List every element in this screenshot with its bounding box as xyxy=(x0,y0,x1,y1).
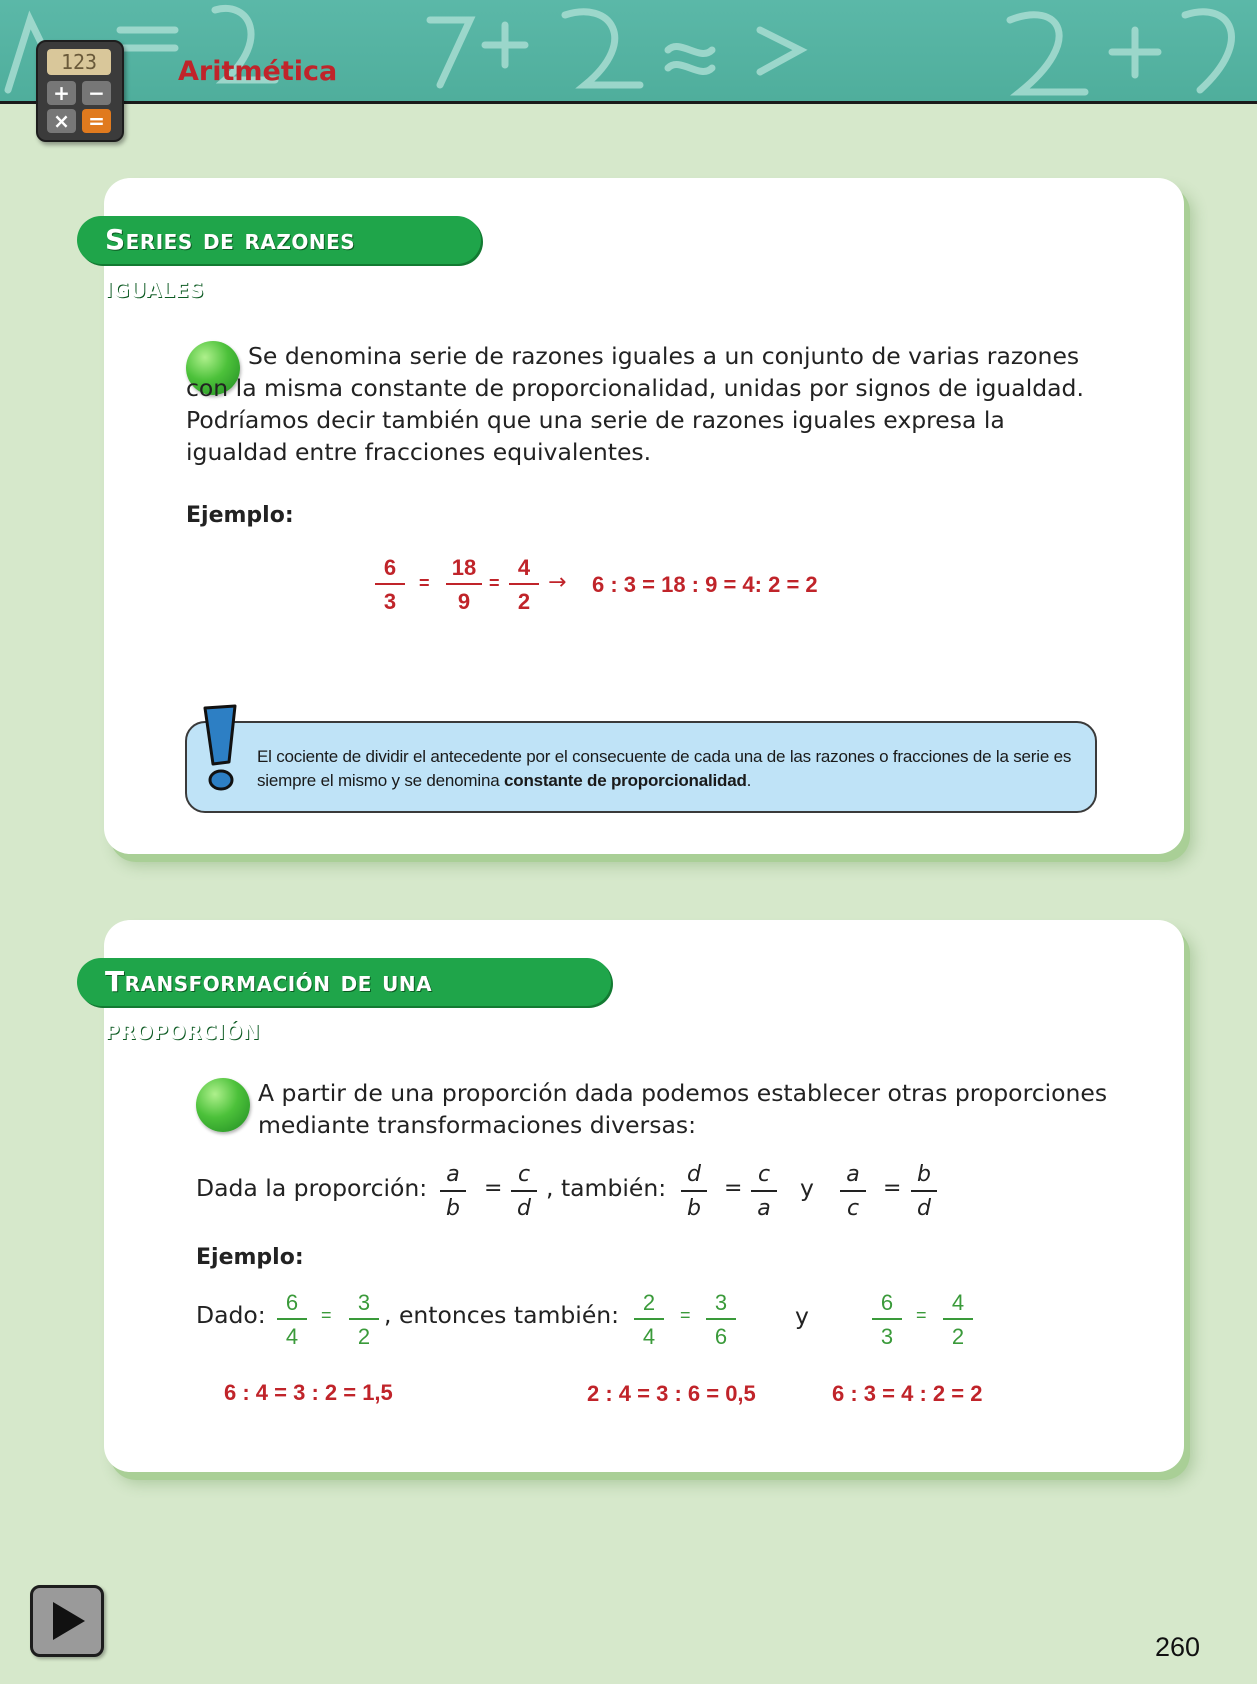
fraction-2-4: $\frac{2}{4}$ xyxy=(634,1290,664,1350)
fraction-d-b: $\frac{d}{b}$ xyxy=(681,1162,707,1222)
equals-key: = xyxy=(82,109,111,133)
fraction-a-c: $\frac{a}{c}$ xyxy=(840,1162,866,1222)
note-bold-term: constante de proporcionalidad xyxy=(504,771,747,790)
series-definition: Se denomina serie de razones iguales a un conjunto de varias razones con la misma constante de proporcionalidad, unidas por signos de igualdad. Podríamos decir también que una serie de razones iguales expresa la igualdad entre fracciones equivalentes. xyxy=(186,342,1084,466)
equals-sign: = xyxy=(724,1176,743,1201)
example-label: Ejemplo: xyxy=(186,503,294,528)
calculator-icon xyxy=(36,40,124,142)
calculator-screen: 123 xyxy=(47,49,111,75)
result-2: 2 : 4 = 3 : 6 = 0,5 xyxy=(587,1381,756,1406)
equals-sign: = xyxy=(489,573,500,593)
example-result: 6 : 3 = 18 : 9 = 4: 2 = 2 xyxy=(592,572,818,597)
fraction-18-9: $\frac{18}{9}$ xyxy=(446,555,482,615)
info-note xyxy=(185,721,1097,813)
equals-sign: = xyxy=(883,1176,902,1201)
fraction-c-d: $\frac{c}{d}$ xyxy=(511,1162,537,1222)
green-bullet-icon xyxy=(196,1078,250,1132)
fraction-c-a: $\frac{c}{a}$ xyxy=(751,1162,777,1222)
fraction-4-2-green: $\frac{4}{2}$ xyxy=(943,1290,973,1350)
fraction-6-4: $\frac{6}{4}$ xyxy=(277,1290,307,1350)
play-icon xyxy=(33,1588,101,1654)
section-title-series: Series de razones iguales xyxy=(77,216,481,264)
equals-sign: = xyxy=(916,1305,927,1325)
equals-sign: = xyxy=(484,1176,503,1201)
entonces-label: , entonces también: xyxy=(384,1301,620,1329)
play-button[interactable] xyxy=(30,1585,104,1657)
also-label: , también: xyxy=(546,1174,667,1202)
note-text: El cociente de dividir el antecedente por el consecuente de cada una de las razones o fracciones de la serie es siempre el mismo y se denomina constante de proporcionalidad. xyxy=(257,747,1072,790)
given-label: Dada la proporción: xyxy=(196,1174,428,1202)
section-title-transformation: Transformación de una proporción xyxy=(77,958,611,1006)
arrow-icon: → xyxy=(548,570,567,595)
transformation-intro: A partir de una proporción dada podemos establecer otras proporciones mediante transformaciones diversas: xyxy=(258,1079,1108,1139)
plus-key: + xyxy=(47,81,76,105)
result-1: 6 : 4 = 3 : 2 = 1,5 xyxy=(224,1380,393,1405)
header-banner xyxy=(0,0,1257,104)
header-title: Aritmética xyxy=(178,56,338,87)
fraction-4-2: $\frac{4}{2}$ xyxy=(509,555,539,615)
equals-sign: = xyxy=(680,1305,691,1325)
dado-label: Dado: xyxy=(196,1301,266,1329)
fraction-a-b: $\frac{a}{b}$ xyxy=(440,1162,466,1222)
equals-sign: = xyxy=(419,573,430,593)
and-label-2: y xyxy=(795,1302,809,1330)
minus-key: − xyxy=(82,81,111,105)
times-key: × xyxy=(47,109,76,133)
and-label: y xyxy=(800,1174,814,1202)
result-3: 6 : 3 = 4 : 2 = 2 xyxy=(832,1381,983,1406)
fraction-3-2: $\frac{3}{2}$ xyxy=(349,1290,379,1350)
fraction-6-3-green: $\frac{6}{3}$ xyxy=(872,1290,902,1350)
fraction-b-d: $\frac{b}{d}$ xyxy=(911,1162,937,1222)
page-number: 260 xyxy=(1155,1632,1201,1662)
example-label-2: Ejemplo: xyxy=(196,1245,304,1270)
fraction-6-3: $\frac{6}{3}$ xyxy=(375,555,405,615)
exclamation-icon xyxy=(199,704,243,792)
fraction-3-6: $\frac{3}{6}$ xyxy=(706,1290,736,1350)
equals-sign: = xyxy=(321,1305,332,1325)
